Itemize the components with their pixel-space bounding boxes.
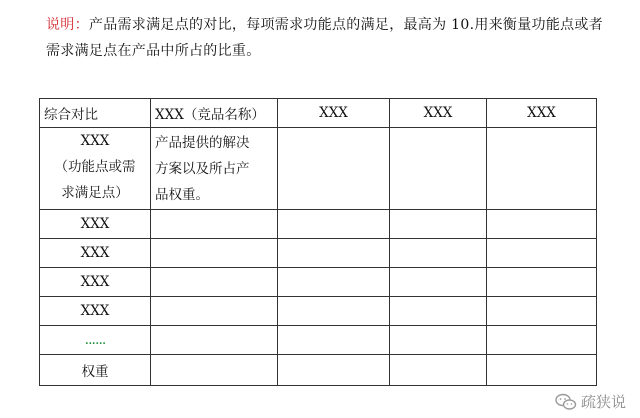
table-cell bbox=[151, 239, 278, 268]
wechat-icon bbox=[555, 393, 577, 411]
table-row bbox=[40, 297, 597, 326]
table-cell bbox=[278, 268, 390, 297]
table-cell bbox=[151, 355, 278, 386]
table-row bbox=[40, 326, 597, 355]
table-cell bbox=[278, 210, 390, 239]
table-row bbox=[40, 210, 597, 239]
watermark-text: 疏狭说 bbox=[580, 393, 626, 411]
table-cell bbox=[390, 210, 487, 239]
table-header-row bbox=[40, 99, 597, 128]
table-row bbox=[40, 239, 597, 268]
row-head-ellipsis bbox=[40, 326, 151, 355]
row-head: XXX bbox=[40, 210, 151, 239]
table-row bbox=[40, 128, 597, 210]
table-cell bbox=[390, 239, 487, 268]
row-head-feature bbox=[40, 128, 151, 210]
header-overall-comparison: 综合对比 bbox=[40, 99, 151, 128]
table-cell bbox=[487, 210, 597, 239]
header-product-2: XXX bbox=[278, 99, 390, 128]
row-head: XXX bbox=[40, 297, 151, 326]
table-cell bbox=[390, 268, 487, 297]
header-product-3: XXX bbox=[390, 99, 487, 128]
explanation-note bbox=[46, 12, 616, 64]
table-cell bbox=[278, 355, 390, 386]
table-row bbox=[40, 355, 597, 386]
table-cell bbox=[390, 128, 487, 210]
watermark bbox=[555, 391, 626, 412]
table-cell bbox=[278, 239, 390, 268]
comparison-table bbox=[39, 98, 597, 386]
row-head: XXX bbox=[40, 268, 151, 297]
description-line: 产品提供的解决 bbox=[155, 135, 250, 151]
description-line: 品权重。 bbox=[155, 187, 209, 203]
table-cell bbox=[487, 297, 597, 326]
table-cell bbox=[278, 326, 390, 355]
ellipsis-mark: ...... bbox=[84, 332, 106, 348]
table-cell bbox=[487, 268, 597, 297]
table-cell bbox=[487, 239, 597, 268]
table-cell bbox=[390, 297, 487, 326]
solution-description-cell bbox=[151, 128, 278, 210]
header-product-4: XXX bbox=[487, 99, 597, 128]
table-cell bbox=[151, 268, 278, 297]
row-head-weight: 权重 bbox=[40, 355, 151, 386]
row-head-line: XXX bbox=[80, 133, 110, 149]
note-text: 产品需求满足点的对比，每项需求功能点的满足，最高为 10.用来衡量功能点或者需求满足点在产品中所占的比重。 bbox=[46, 17, 604, 59]
table-cell bbox=[487, 128, 597, 210]
table-cell bbox=[487, 326, 597, 355]
table-cell bbox=[390, 355, 487, 386]
table-cell bbox=[278, 128, 390, 210]
table-cell bbox=[151, 210, 278, 239]
description-line: 方案以及所占产 bbox=[155, 161, 250, 177]
table-cell bbox=[151, 326, 278, 355]
note-label: 说明： bbox=[46, 17, 89, 33]
row-head-line: 求满足点） bbox=[61, 185, 129, 201]
row-head-line: （功能点或需 bbox=[54, 159, 136, 175]
table-cell bbox=[151, 297, 278, 326]
header-competitor-name: XXX（竞品名称） bbox=[151, 99, 278, 128]
table-cell bbox=[487, 355, 597, 386]
table-cell bbox=[390, 326, 487, 355]
table-cell bbox=[278, 297, 390, 326]
table-row bbox=[40, 268, 597, 297]
row-head: XXX bbox=[40, 239, 151, 268]
